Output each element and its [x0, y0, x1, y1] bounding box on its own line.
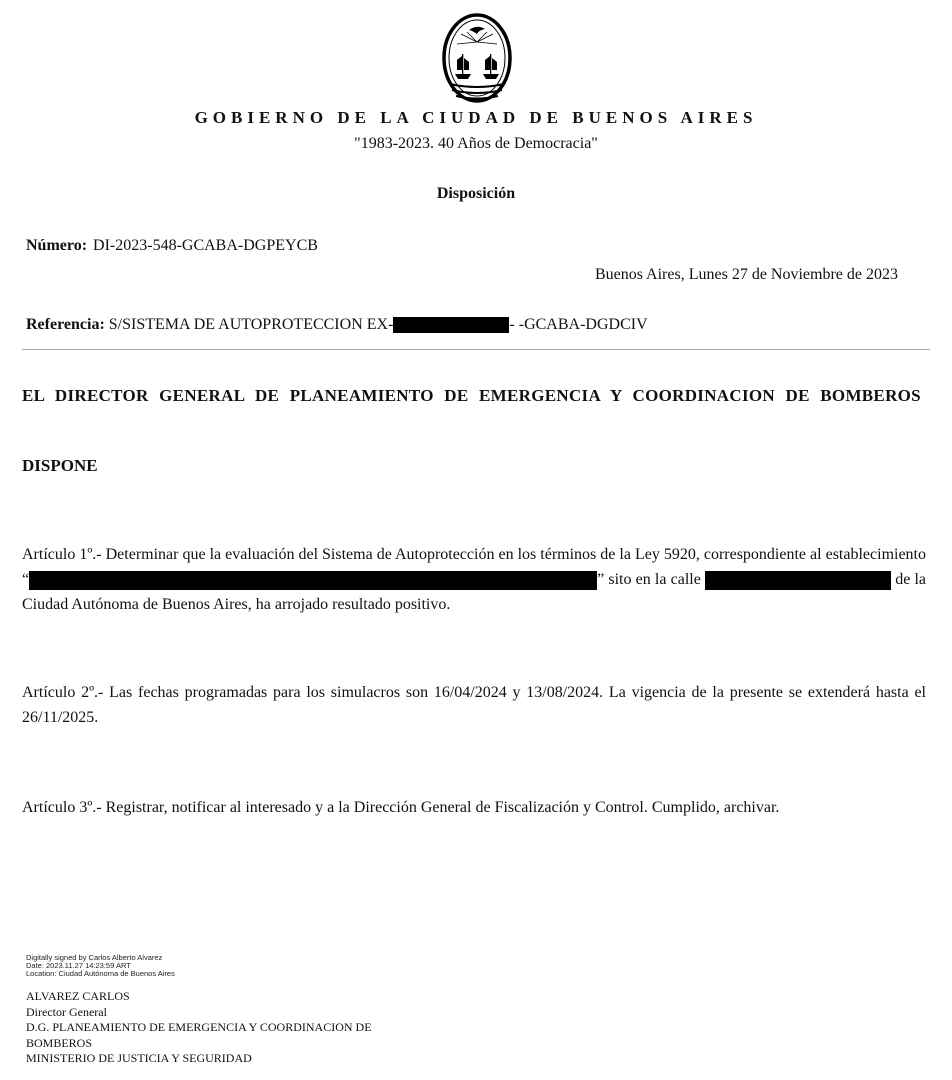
numero-label: Número: [26, 237, 88, 254]
date-line: Buenos Aires, Lunes 27 de Noviembre de 2023 [594, 266, 898, 283]
redaction-box [393, 317, 509, 333]
signer-unit: D.G. PLANEAMIENTO DE EMERGENCIA Y COORDINACION DE [26, 1020, 372, 1034]
signer-name: ALVAREZ CARLOS [26, 989, 130, 1003]
motto: "1983-2023. 40 Años de Democracia" [354, 135, 598, 152]
signature-stamp-line: Date: 2023.11.27 14:23:59 ART [26, 961, 131, 970]
articulo-1-text-a: Artículo 1º.- Determinar que la evaluación del Sistema de Autoprotección en los términos de la Ley 5920, correspondiente al establecimiento “ [22, 546, 926, 588]
referencia-label: Referencia: [26, 316, 105, 333]
articulo-1-text-c: de la Ciudad Autónoma de Buenos Aires, ha arrojado resultado positivo. [22, 571, 927, 613]
articulo-3: Artículo 3º.- Registrar, notificar al interesado y a la Dirección General de Fiscalización y Control. Cumplido, archivar. [22, 799, 780, 816]
signature-block [26, 989, 372, 1067]
redaction-box [29, 571, 597, 590]
city-coat-of-arms-emblem [441, 12, 513, 104]
numero-line [26, 237, 318, 255]
signer-ministry: MINISTERIO DE JUSTICIA Y SEGURIDAD [26, 1051, 252, 1065]
referencia-prefix: S/SISTEMA DE AUTOPROTECCION EX- [108, 316, 394, 333]
signature-stamp-line: Location: Ciudad Autónoma de Buenos Aires [26, 969, 175, 978]
articulo-1 [22, 542, 926, 617]
signature-stamp-line: Digitally signed by Carlos Alberto Alvarez [26, 953, 163, 962]
referencia-suffix: - -GCABA-DGDCIV [509, 316, 648, 333]
signer-unit-cont: BOMBEROS [26, 1035, 93, 1050]
issuer-heading: EL DIRECTOR GENERAL DE PLANEAMIENTO DE EMERGENCIA Y COORDINACION DE BOMBEROS [22, 386, 921, 405]
document-type: Disposición [436, 185, 516, 202]
digital-signature-stamp [26, 954, 175, 978]
articulo-2: Artículo 2º.- Las fechas programadas para los simulacros son 16/04/2024 y 13/08/2024. La vigencia de la presente se extenderá hasta el 26/11/2025. [22, 684, 926, 726]
dispone-heading: DISPONE [22, 456, 98, 475]
signer-role: Director General [26, 1004, 107, 1019]
header-divider [22, 349, 930, 350]
government-title: GOBIERNO DE LA CIUDAD DE BUENOS AIRES [194, 108, 758, 127]
articulo-1-text-b: ” sito en la calle [597, 571, 701, 588]
referencia-line [26, 316, 648, 334]
numero-value: DI-2023-548-GCABA-DGPEYCB [93, 237, 318, 254]
redaction-box [705, 571, 891, 590]
